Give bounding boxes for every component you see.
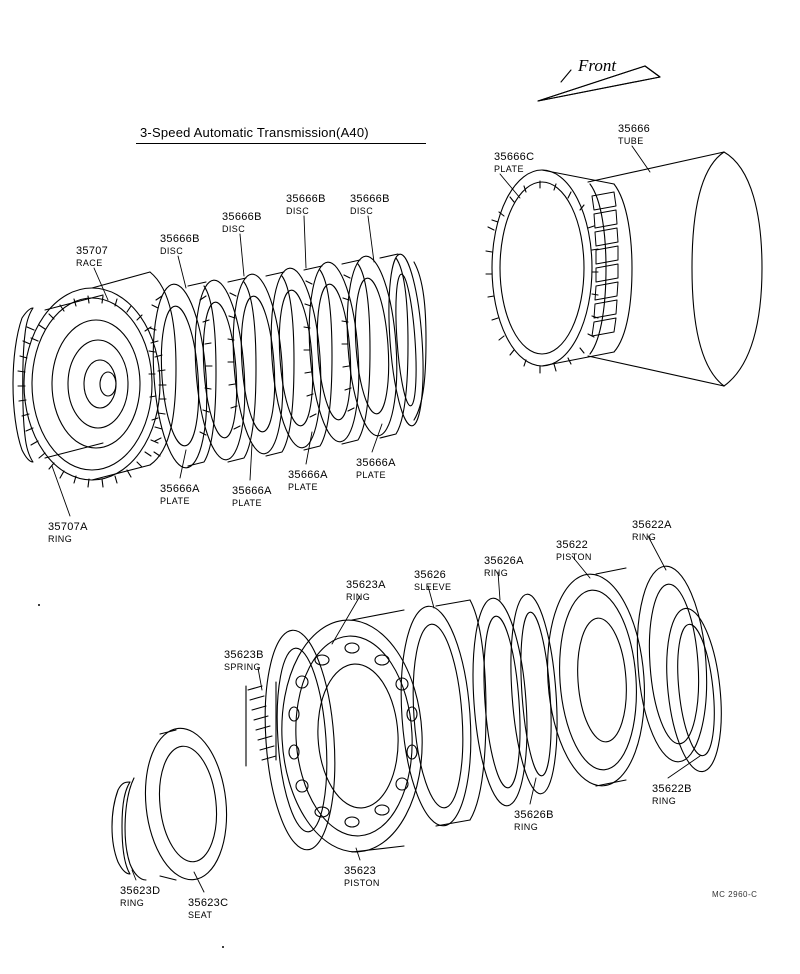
part-desc: RING: [48, 533, 73, 544]
part-label-35707A: [48, 522, 88, 545]
part-label-35707: [76, 246, 108, 269]
front-direction-label: Front: [578, 56, 617, 75]
part-35626-sleeve: [394, 600, 486, 828]
part-label-35626: [414, 570, 451, 593]
part-desc: RING: [346, 591, 371, 602]
part-label-35626A: [484, 556, 524, 579]
part-number: 35623: [344, 865, 377, 877]
part-label-35666A-1: [160, 484, 200, 507]
diagram-title: 3-Speed Automatic Transmission(A40): [140, 125, 369, 140]
part-desc: RING: [632, 531, 657, 542]
part-label-35622A: [632, 520, 672, 543]
part-35626B-ring: [505, 593, 563, 796]
part-label-35623B: [224, 650, 264, 673]
part-desc: DISC: [286, 205, 310, 216]
part-number: 35622B: [652, 783, 692, 795]
part-number: 35626B: [514, 809, 554, 821]
part-desc: SPRING: [224, 661, 261, 672]
part-label-35666B-1: [160, 234, 200, 257]
part-desc: DISC: [222, 223, 246, 234]
part-35707A-ring: [13, 308, 33, 462]
part-number: 35623B: [224, 649, 264, 661]
part-number: 35623A: [346, 579, 386, 591]
part-label-35623: [344, 866, 380, 889]
part-35666A-plate-1: [148, 282, 216, 470]
part-desc: PLATE: [494, 163, 524, 174]
part-desc: PISTON: [556, 551, 592, 562]
clutch-pack-end-ring: [384, 253, 428, 427]
part-desc: DISC: [160, 245, 184, 256]
part-number: 35626A: [484, 555, 524, 567]
part-number: 35666B: [350, 193, 390, 205]
part-label-35626B: [514, 810, 554, 833]
part-label-35622: [556, 540, 592, 563]
part-number: 35666B: [222, 211, 262, 223]
leader-lines: [52, 146, 700, 892]
part-desc: PLATE: [160, 495, 190, 506]
part-desc: RACE: [76, 257, 103, 268]
part-35707-race-drum: [18, 272, 176, 487]
part-desc: RING: [120, 897, 145, 908]
drawing-code: MC 2960-C: [712, 890, 758, 899]
part-35623C-seat: [138, 724, 233, 884]
part-desc: RING: [514, 821, 539, 832]
part-label-35666A-3: [288, 470, 328, 493]
part-desc: DISC: [350, 205, 374, 216]
part-number: 35666A: [160, 483, 200, 495]
part-desc: PISTON: [344, 877, 380, 888]
part-number: 35666: [618, 123, 651, 135]
part-number: 35707A: [48, 521, 88, 533]
part-desc: PLATE: [288, 481, 318, 492]
part-35623B-spring: [246, 682, 276, 766]
part-label-35666A-2: [232, 486, 272, 509]
part-desc: SLEEVE: [414, 581, 452, 592]
part-number: 35666A: [232, 485, 272, 497]
part-number: 35666A: [356, 457, 396, 469]
part-desc: TUBE: [618, 135, 644, 146]
part-desc: RING: [484, 567, 509, 578]
part-label-35666B-2: [222, 212, 262, 235]
part-label-35622B: [652, 784, 692, 807]
part-label-35666B-3: [286, 194, 326, 217]
part-35622A-ring: [631, 564, 713, 764]
part-label-35666B-4: [350, 194, 390, 217]
part-desc: PLATE: [356, 469, 386, 480]
part-number: 35666C: [494, 151, 535, 163]
part-number: 35623C: [188, 897, 229, 909]
part-desc: PLATE: [232, 497, 262, 508]
part-number: 35666A: [288, 469, 328, 481]
part-number: 35622A: [632, 519, 672, 531]
part-35622-piston: [541, 568, 652, 789]
part-label-35623D: [120, 886, 160, 909]
part-label-35666: [618, 124, 650, 147]
part-number: 35666B: [286, 193, 326, 205]
part-35666-tube: [588, 152, 762, 386]
part-label-35623C: [188, 898, 228, 921]
stray-mark: [38, 604, 40, 606]
part-35623D-ring: [112, 778, 146, 880]
part-35666C-plate: [486, 170, 632, 373]
part-number: 35623D: [120, 885, 161, 897]
part-number: 35622: [556, 539, 589, 551]
part-desc: SEAT: [188, 909, 213, 920]
title-underline: [136, 143, 426, 144]
part-desc: RING: [652, 795, 677, 806]
part-label-35666C: [494, 152, 534, 175]
part-number: 35707: [76, 245, 109, 257]
part-number: 35626: [414, 569, 447, 581]
part-label-35623A: [346, 580, 386, 603]
stray-mark: [222, 946, 224, 948]
part-label-35666A-4: [356, 458, 396, 481]
part-number: 35666B: [160, 233, 200, 245]
